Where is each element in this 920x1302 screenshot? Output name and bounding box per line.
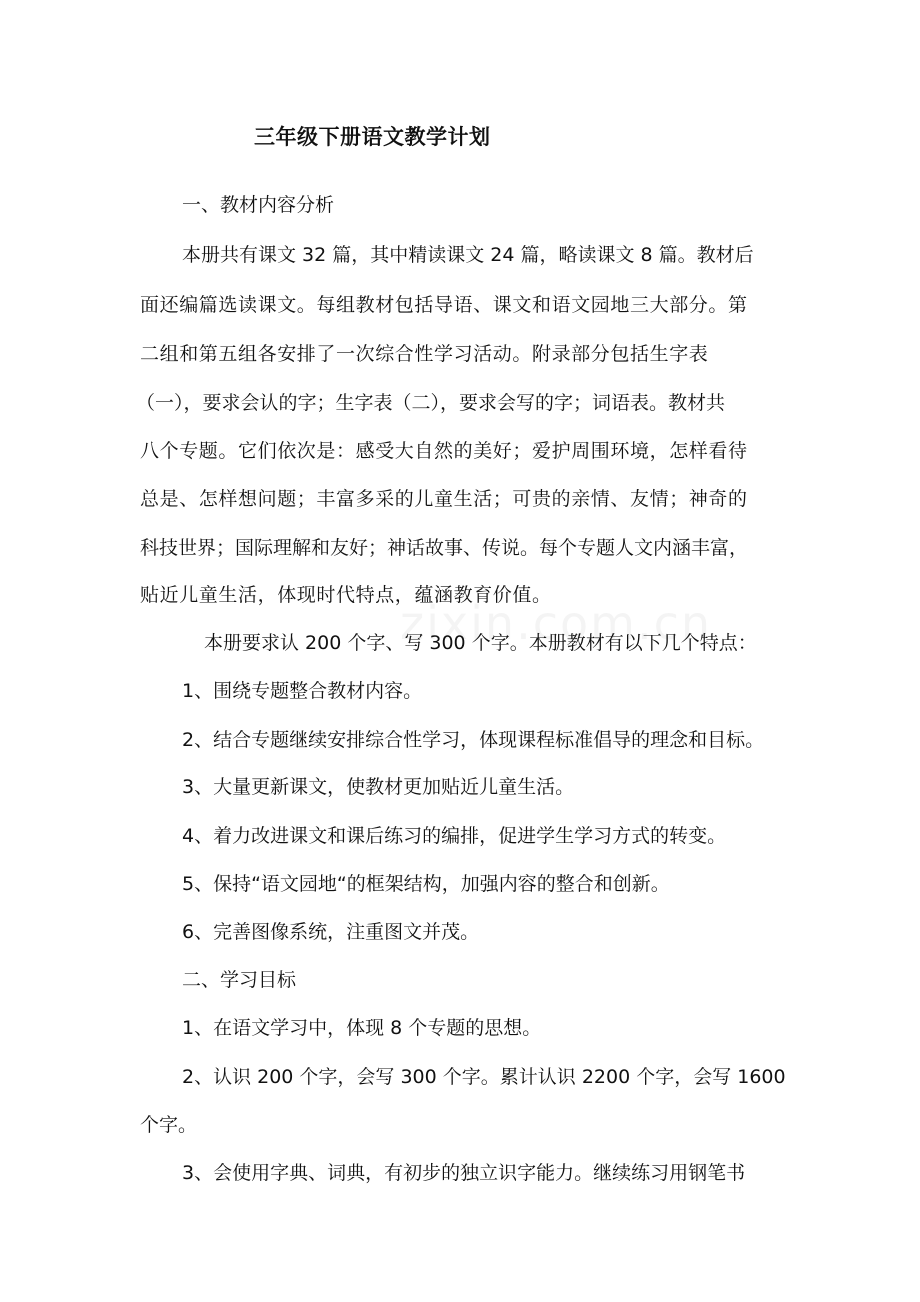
paragraph-line: 本册共有课文 32 篇，其中精读课文 24 篇，略读课文 8 篇。教材后 [182,244,754,266]
paragraph-line: （一），要求会认的字；生字表（二），要求会写的字；词语表。教材共 [136,392,726,414]
list-item-continuation: 个字。 [140,1114,198,1136]
paragraph-line: 科技世界；国际理解和友好；神话故事、传说。每个专题人文内涵丰富， [140,537,749,559]
paragraph-line: 总是、怎样想问题；丰富多采的儿童生活；可贵的亲情、友情；神奇的 [140,488,748,510]
list-item: 4、着力改进课文和课后练习的编排，促进学生学习方式的转变。 [182,825,727,847]
paragraph-line: 贴近儿童生活，体现时代特点，蕴涵教育价值。 [140,584,552,606]
paragraph-line: 本册要求认 200 个字、写 300 个字。本册教材有以下几个特点： [204,632,757,654]
list-item: 6、完善图像系统，注重图文并茂。 [182,921,480,943]
list-item: 1、在语文学习中，体现 8 个专题的思想。 [182,1017,542,1039]
paragraph-line: 八个专题。它们依次是：感受大自然的美好；爱护周围环境，怎样看待 [140,440,748,462]
paragraph-line: 面还编篇选读课文。每组教材包括导语、课文和语文园地三大部分。第 [140,294,748,316]
section-heading-goals: 二、学习目标 [182,969,297,991]
list-item: 3、会使用字典、词典，有初步的独立识字能力。继续练习用钢笔书 [182,1162,746,1184]
list-item: 1、围绕专题整合教材内容。 [182,680,423,702]
list-item: 2、结合专题继续安排综合性学习，体现课程标准倡导的理念和目标。 [182,729,765,751]
list-item: 5、保持“语文园地“的框架结构，加强内容的整合和创新。 [182,873,670,895]
list-item: 3、大量更新课文，使教材更加贴近儿童生活。 [182,776,575,798]
list-item: 2、认识 200 个字，会写 300 个字。累计认识 2200 个字，会写 1600 [182,1066,786,1088]
document-title: 三年级下册语文教学计划 [254,125,491,149]
paragraph-line: 二组和第五组各安排了一次综合性学习活动。附录部分包括生字表 [140,343,709,365]
section-heading-materials: 一、教材内容分析 [182,194,335,216]
